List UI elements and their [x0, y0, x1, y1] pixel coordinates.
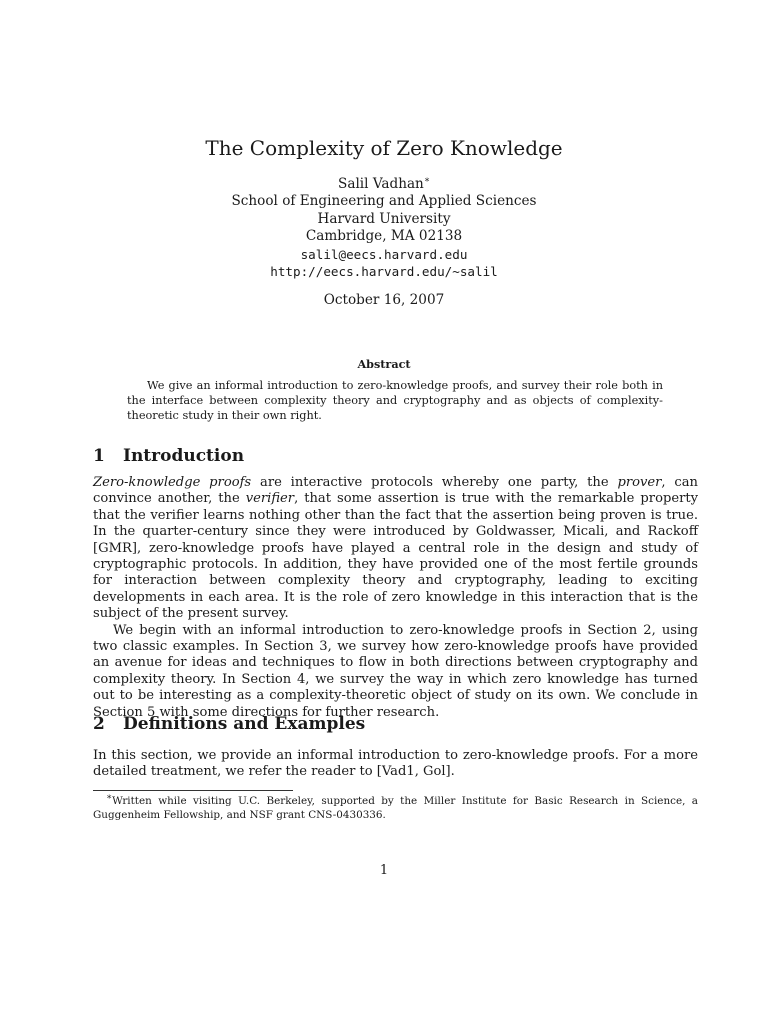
author-university: Harvard University — [317, 210, 451, 227]
term-zero-knowledge-proofs: Zero-knowledge proofs — [93, 475, 252, 490]
section-1-heading — [93, 445, 244, 467]
paper-title: The Complexity of Zero Knowledge — [205, 136, 563, 160]
author-location: Cambridge, MA 02138 — [305, 228, 463, 245]
section-1-title: Introduction — [123, 446, 245, 466]
page-number: 1 — [379, 863, 389, 878]
term-verifier: verifier — [245, 491, 295, 507]
paper-date: October 16, 2007 — [323, 292, 445, 308]
intro-p1-part-a: are interactive protocols whereby one party, the — [251, 475, 618, 490]
intro-paragraph-2: We begin with an informal introduction to zero-knowledge proofs in Section 2, using two classic examples. In Section 3, we survey how zero-knowledge proofs have provided an avenue for ideas and techniques to flow in both directions between cryptography and complexity theory. In Section 4, we survey the way in which zero knowledge has turned out to be interesting as a complexity-theoretic object of study on its own. We conclude in Section 5 with some directions for further research. — [93, 622, 698, 720]
author-affiliation: School of Engineering and Applied Sciences — [231, 193, 537, 210]
intro-p1-part-b: , can convince another, the — [93, 475, 698, 507]
section-2-title: Definitions and Examples — [123, 714, 366, 734]
author-line — [0, 176, 768, 193]
abstract-text: We give an informal introduction to zero-knowledge proofs, and survey their role both in the interface between complexity theory and cryptography and as objects of complexity-theoretic study in their own right. — [127, 379, 663, 423]
author-name: Salil Vadhan — [338, 176, 424, 192]
footnote-divider — [93, 790, 293, 791]
author-footnote-mark[interactable]: ∗ — [423, 175, 430, 186]
intro-paragraph-1 — [93, 475, 698, 623]
author-block — [0, 176, 768, 280]
term-prover: prover — [617, 475, 662, 490]
section-2-body — [93, 748, 698, 781]
author-url[interactable]: http://eecs.harvard.edu/~salil — [270, 264, 498, 280]
footnote-text: Written while visiting U.C. Berkeley, supported by the Miller Institute for Basic Research in Science, a Guggenheim Fellowship, and NSF grant CNS-0430336. — [93, 795, 698, 821]
section-2-heading — [93, 713, 365, 735]
author-email[interactable]: salil@eecs.harvard.edu — [300, 246, 468, 262]
section-2-number: 2 — [93, 714, 105, 734]
footnote-mark: ∗ — [106, 792, 113, 803]
section-1-number: 1 — [93, 446, 105, 466]
section-1-body — [93, 475, 698, 721]
definitions-paragraph-1: In this section, we provide an informal introduction to zero-knowledge proofs. For a more detailed treatment, we refer the reader to [Vad1, Gol]. — [93, 748, 698, 780]
intro-p1-part-c: , that some assertion is true with the remarkable property that the verifier learns nothing other than the fact that the assertion being proven is true. In the quarter-century since they were introduced by Goldwasser, Micali, and Rackoff [GMR], zero-knowledge proofs have played a central role in the design and study of cryptographic protocols. In addition, they have provided one of the most fertile grounds for interaction between complexity theory and cryptography, leading to exciting developments in each area. It is the role of zero knowledge in this interaction that is the subject of the present survey. — [93, 491, 699, 622]
abstract-heading: Abstract — [357, 357, 411, 371]
footnote — [93, 794, 698, 822]
